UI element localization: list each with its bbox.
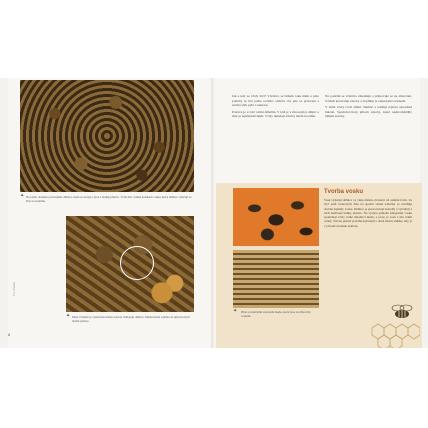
page-number: 8 [8,332,11,337]
paragraph: Na podzim se včelstvo zmenšuje a připravuje se na zimování. Včelaři kontrolují zásoby a doplňují je cukerným roztokem. [325,94,412,103]
caption-bottom: Mezi včelami je vyznačena matka, kterou obklopují dělnice. Matka klade vajíčka do připravených buněk plástve. [72,315,190,323]
paragraph: V zimě včely tvoří zimní chumáč a udržují teplotu uprostřed hnízda. Spotřebovávají přitom zásoby, které nashromáždily během sezóny. [325,105,412,119]
panel-title: Tvorba vosku [324,189,364,195]
running-head: Pro včelaře [12,281,16,296]
panel-text: Vosk vylučují dělnice ve věku zhruba dvanácti až osmnácti dní. Ze čtyř párů voskových žláz na spodní straně zadečku se uvolňují drobné šupinky vosku. Dělnice je zpracovávají kusadly a vytvářejí z nich šestiboké buňky plástve. Na výrobu jednoho kilogramu vosku spotřebují včely velké množství medu, a proto je vosk v úlu velmi cenný. Stavba pláství probíhá nejčastěji v době hlavní snůšky, kdy je v přírodě dostatek nektaru. [324,198,412,228]
photo-bees-wax-scales [233,188,319,246]
paragraph: Potrava je u včel velmi důležitá. V létě je v úlu nejvíce dělnic a sběr je nejintenzivnější. Včely ukládají zásoby medu na zimu. [232,109,319,119]
honeycomb-bee-illustration [362,300,420,348]
bee-icon: ✦ [66,314,71,319]
photo-capped-comb [233,250,319,308]
paragraph: Jak a kdy se včely živí? Včelstvo se během roku mění a jeho potřeby se liší podle ročního období. Na jaře se probouzí a začíná sběr pylu a nektaru. [232,94,319,108]
photo-bees-on-comb [20,80,194,192]
right-body-text [232,94,412,121]
caption-top: Na tomto obrázku pozorujeme dělnice, které se starají o plod a budují plástve. Včelí dílo vzniká kouskem vosku, který dělnice vylučují ze žláz na zadečku. [26,195,192,203]
book-gutter [211,78,215,348]
bee-icon: ✦ [20,194,25,199]
queen-highlight-circle [120,246,154,280]
bee-icon: ✦ [233,309,238,314]
caption-comb: Plást s uloženými zásobami medu, které jsou zavíčkovány voskem. [241,310,311,318]
bee-illustration-icon [392,305,412,318]
